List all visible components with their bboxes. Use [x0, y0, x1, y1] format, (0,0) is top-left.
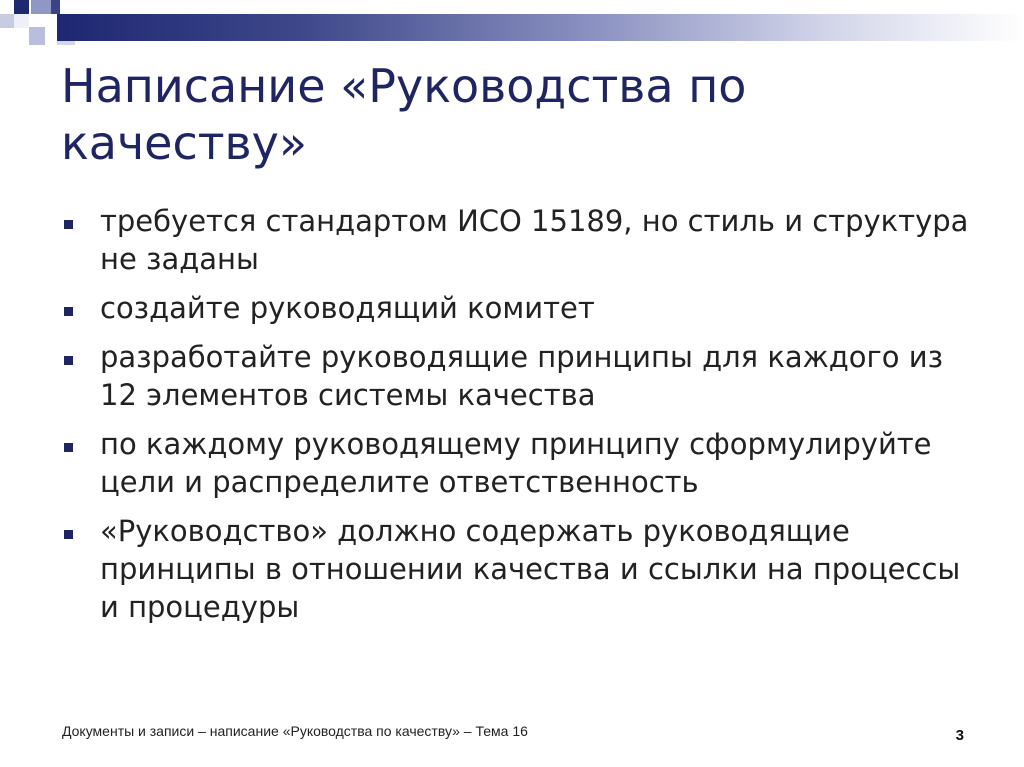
slide-title: Написание «Руководства по качеству» [61, 59, 747, 170]
decor-square [29, 27, 45, 45]
decor-square [0, 14, 14, 28]
bullet-item [62, 425, 982, 501]
bullet-text: создайте руководящий комитет [100, 291, 595, 325]
square-bullet-icon [64, 307, 73, 316]
bullet-item [62, 289, 982, 327]
square-bullet-icon [64, 356, 73, 365]
decor-square [31, 0, 51, 14]
header-gradient-bar [57, 14, 1024, 41]
page-number: 3 [955, 727, 964, 744]
bullet-item [62, 338, 982, 414]
bullet-item [62, 202, 982, 278]
square-bullet-icon [64, 530, 73, 539]
decor-square [14, 0, 29, 14]
bullet-item [62, 512, 982, 626]
square-bullet-icon [64, 443, 73, 452]
decor-square [14, 14, 29, 28]
square-bullet-icon [64, 220, 73, 229]
bullet-text: разработайте руководящие принципы для каждого из 12 элементов системы качества [100, 340, 944, 412]
bullet-text: «Руководство» должно содержать руководящие принципы в отношении качества и ссылки на процессы и процедуры [100, 514, 961, 624]
bullet-text: по каждому руководящему принципу сформулируйте цели и распределите ответственность [100, 427, 932, 499]
slide-footer: Документы и записи – написание «Руководства по качеству» – Тема 16 [62, 723, 528, 739]
bullet-text: требуется стандартом ИСО 15189, но стиль и структура не заданы [100, 204, 969, 276]
bullet-list [62, 202, 982, 637]
